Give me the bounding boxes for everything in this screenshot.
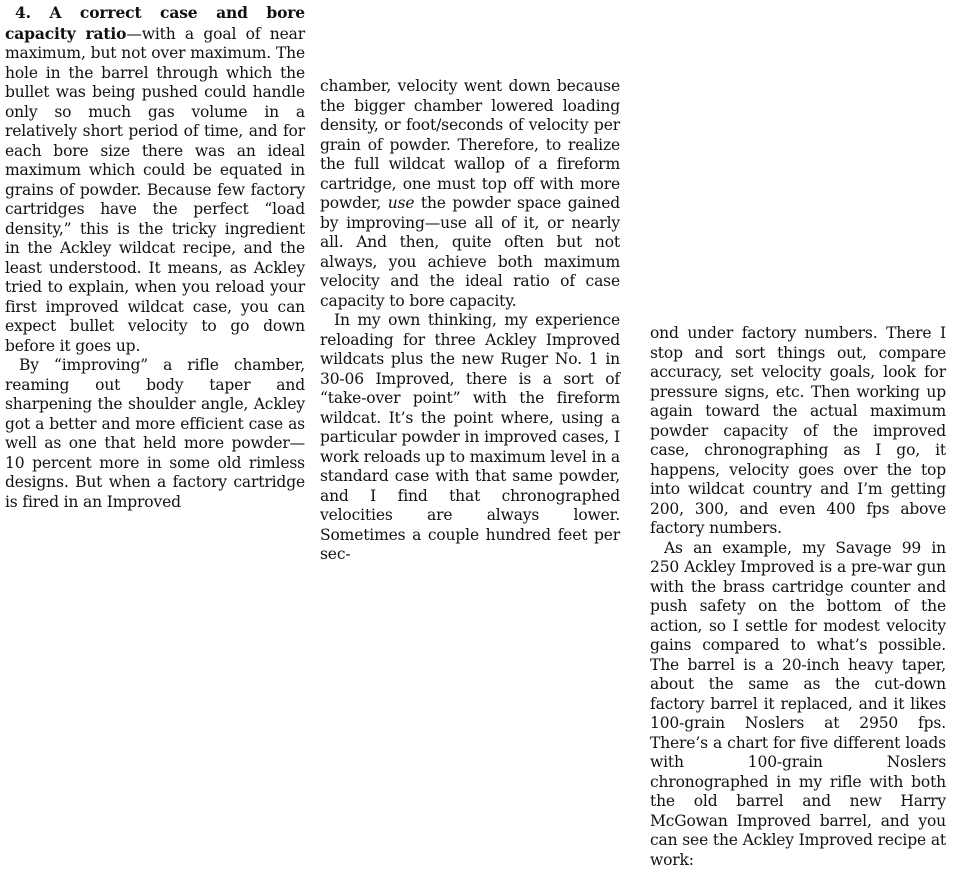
column-1 xyxy=(5,3,305,512)
column-3 xyxy=(650,324,946,870)
paragraph-case-capacity-ratio xyxy=(5,3,305,356)
paragraph-text: the powder space gained by improving—use all of it, or nearly all. And then, quite often but not always, you achieve both maximum velocity and the ideal ratio of case capacity to bore capacity. xyxy=(320,194,620,310)
paragraph-take-over-point: In my own thinking, my experience reloading for three Ackley Improved wildcats plus the new Ruger No. 1 in 30-06 Improved, there is a sort of “take-over point” with the fireform wildcat. It’s the point where, using a particular powder in improved cases, I work reloads up to maximum level in a standard case with that same powder, and I find that chronographed velocities are always lower. Sometimes a couple hundred feet per sec- xyxy=(320,311,620,565)
column-2 xyxy=(320,77,620,565)
paragraph-improving-chamber: By “improving” a rifle chamber, reaming out body taper and sharpening the shoulder angle, Ackley got a better and more efficient case as well as one that held more powder—10 percent more in some old rimless designs. But when a factory cartridge is fired in an Improved xyxy=(5,356,305,512)
paragraph-text: chamber, velocity went down because the bigger chamber lowered loading density, or foot/seconds of velocity per grain of powder. Therefore, to realize the full wildcat wallop of a fireform cartridge, one must top off with more powder, xyxy=(320,77,620,212)
paragraph-factory-numbers: ond under factory numbers. There I stop and sort things out, compare accuracy, set velocity goals, look for pressure signs, etc. Then working up again toward the actual maximum powder capacity of the improved case, chronographing as I go, it happens, velocity goes over the top into wildcat country and I’m getting 200, 300, and even 400 fps above factory numbers. xyxy=(650,324,946,539)
paragraph-savage-example: As an example, my Savage 99 in 250 Ackley Improved is a pre-war gun with the brass cartridge counter and push safety on the bottom of the action, so I settle for modest velocity gains compared to what’s possible. The barrel is a 20-inch heavy taper, about the same as the cut-down factory barrel it replaced, and it likes 100-grain Noslers at 2950 fps. There’s a chart for five different loads with 100-grain Noslers chronographed in my rifle with both the old barrel and new Harry McGowan Improved barrel, and you can see the Ackley Improved recipe at work: xyxy=(650,539,946,870)
section-heading: 4. A correct case and bore capacity ratio xyxy=(5,3,305,43)
paragraph-velocity-down xyxy=(320,77,620,311)
emphasis-text: use xyxy=(388,194,415,212)
paragraph-text: —with a goal of near maximum, but not over maximum. The hole in the barrel through which the bullet was being pushed could handle only so much gas volume in a relatively short period of time, and for each bore size there was an ideal maximum which could be equated in grains of powder. Because few factory cartridges have the perfect “load density,” this is the tricky ingredient in the Ackley wildcat recipe, and the least understood. It means, as Ackley tried to explain, when you reload your first improved wildcat case, you can expect bullet velocity to go down before it goes up. xyxy=(5,25,305,355)
